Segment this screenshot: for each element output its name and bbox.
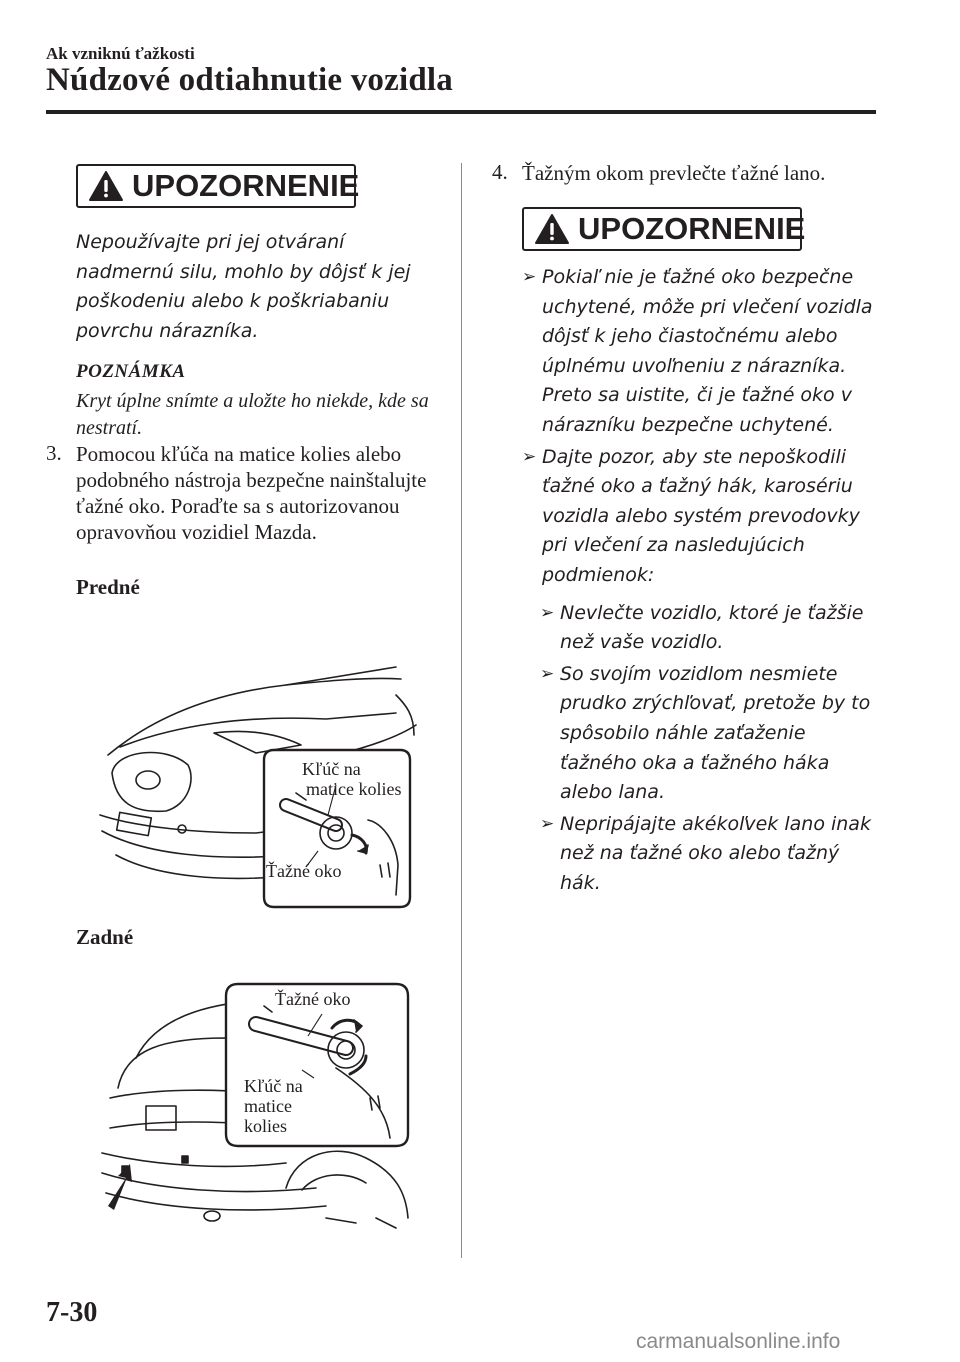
bullet-arrow-icon: ➢ <box>522 446 537 467</box>
title-rule <box>46 110 876 114</box>
rear-heading: Zadné <box>76 925 134 949</box>
bullet-arrow-icon: ➢ <box>522 267 537 287</box>
page-number: 7-30 <box>46 1297 98 1328</box>
list-item <box>522 263 882 441</box>
warning-label: UPOZORNENIE <box>578 211 806 246</box>
warning-box <box>76 164 360 208</box>
section-label: Ak vzniknú ťažkosti <box>46 44 195 63</box>
front-heading: Predné <box>76 575 140 599</box>
list-item <box>540 599 882 658</box>
watermark: carmanualsonline.info <box>636 1330 841 1353</box>
step-text: Pomocou kľúča na matice kolies alebo podobného nástroja bezpečne nainštalujte ťažné oko. Poraďte sa s autorizovanou opravovňou vozidiel Mazda. <box>76 442 427 544</box>
warning-label: UPOZORNENIE <box>132 168 360 203</box>
bullet-text: Nepripájajte akékoľvek lano inak než na ťažné oko alebo ťažný hák. <box>560 812 871 894</box>
bullet-arrow-icon: ➢ <box>540 813 555 834</box>
note-text: Kryt úplne snímte a uložte ho niekde, kde sa nestratí. <box>76 390 429 439</box>
bullet-text: So svojím vozidlom nesmiete prudko zrýchľovať, pretože by to spôsobilo náhle zaťaženie ťažného oka a ťažného háka alebo lana. <box>560 662 871 804</box>
list-item <box>522 443 882 591</box>
label-wheel-nut-wrench: matice <box>244 1096 292 1116</box>
warning-triangle-icon <box>88 170 124 202</box>
note-heading: POZNÁMKA <box>76 361 186 382</box>
bullet-arrow-icon: ➢ <box>540 602 555 623</box>
step-text: Ťažným okom prevlečte ťažné lano. <box>522 161 826 185</box>
label-wheel-nut-wrench: Kľúč na <box>302 759 361 779</box>
bullet-text: Dajte pozor, aby ste nepoškodili ťažné oko a ťažný hák, karosériu vozidla alebo systém prevodovky pri vlečení za nasledujúcich podmienok: <box>542 445 860 586</box>
warning-triangle-icon <box>534 213 570 245</box>
bullet-text: Nevlečte vozidlo, ktoré je ťažšie než vaše vozidlo. <box>560 601 864 654</box>
bullet-text: Pokiaľ nie je ťažné oko bezpečne uchytené, môže pri vlečení vozidla dôjsť k jeho čiastočnému alebo úplnému uvoľneniu z nárazníka. Preto sa uistite, či je ťažné oko v nárazníku bezpečne uchytené. <box>542 266 873 436</box>
page-title: Núdzové odtiahnutie vozidla <box>46 62 453 98</box>
step-number: 4. <box>492 160 508 184</box>
label-tow-eye: Ťažné oko <box>275 989 351 1009</box>
label-wheel-nut-wrench: Kľúč na <box>244 1076 303 1096</box>
step-number: 3. <box>46 441 62 465</box>
bullet-arrow-icon: ➢ <box>540 663 555 684</box>
list-item <box>540 660 882 808</box>
warning-bullet-list <box>522 263 882 898</box>
label-wheel-nut-wrench: kolies <box>244 1116 287 1136</box>
label-tow-eye: Ťažné oko <box>266 861 342 881</box>
list-item <box>540 810 882 899</box>
warning-text: Nepoužívajte pri jej otváraní nadmernú silu, mohlo by dôjsť k jej poškodeniu alebo k poškriabaniu povrchu nárazníka. <box>76 231 411 342</box>
label-wheel-nut-wrench: matice kolies <box>306 779 402 799</box>
column-divider <box>461 163 462 1258</box>
warning-box <box>522 207 806 251</box>
